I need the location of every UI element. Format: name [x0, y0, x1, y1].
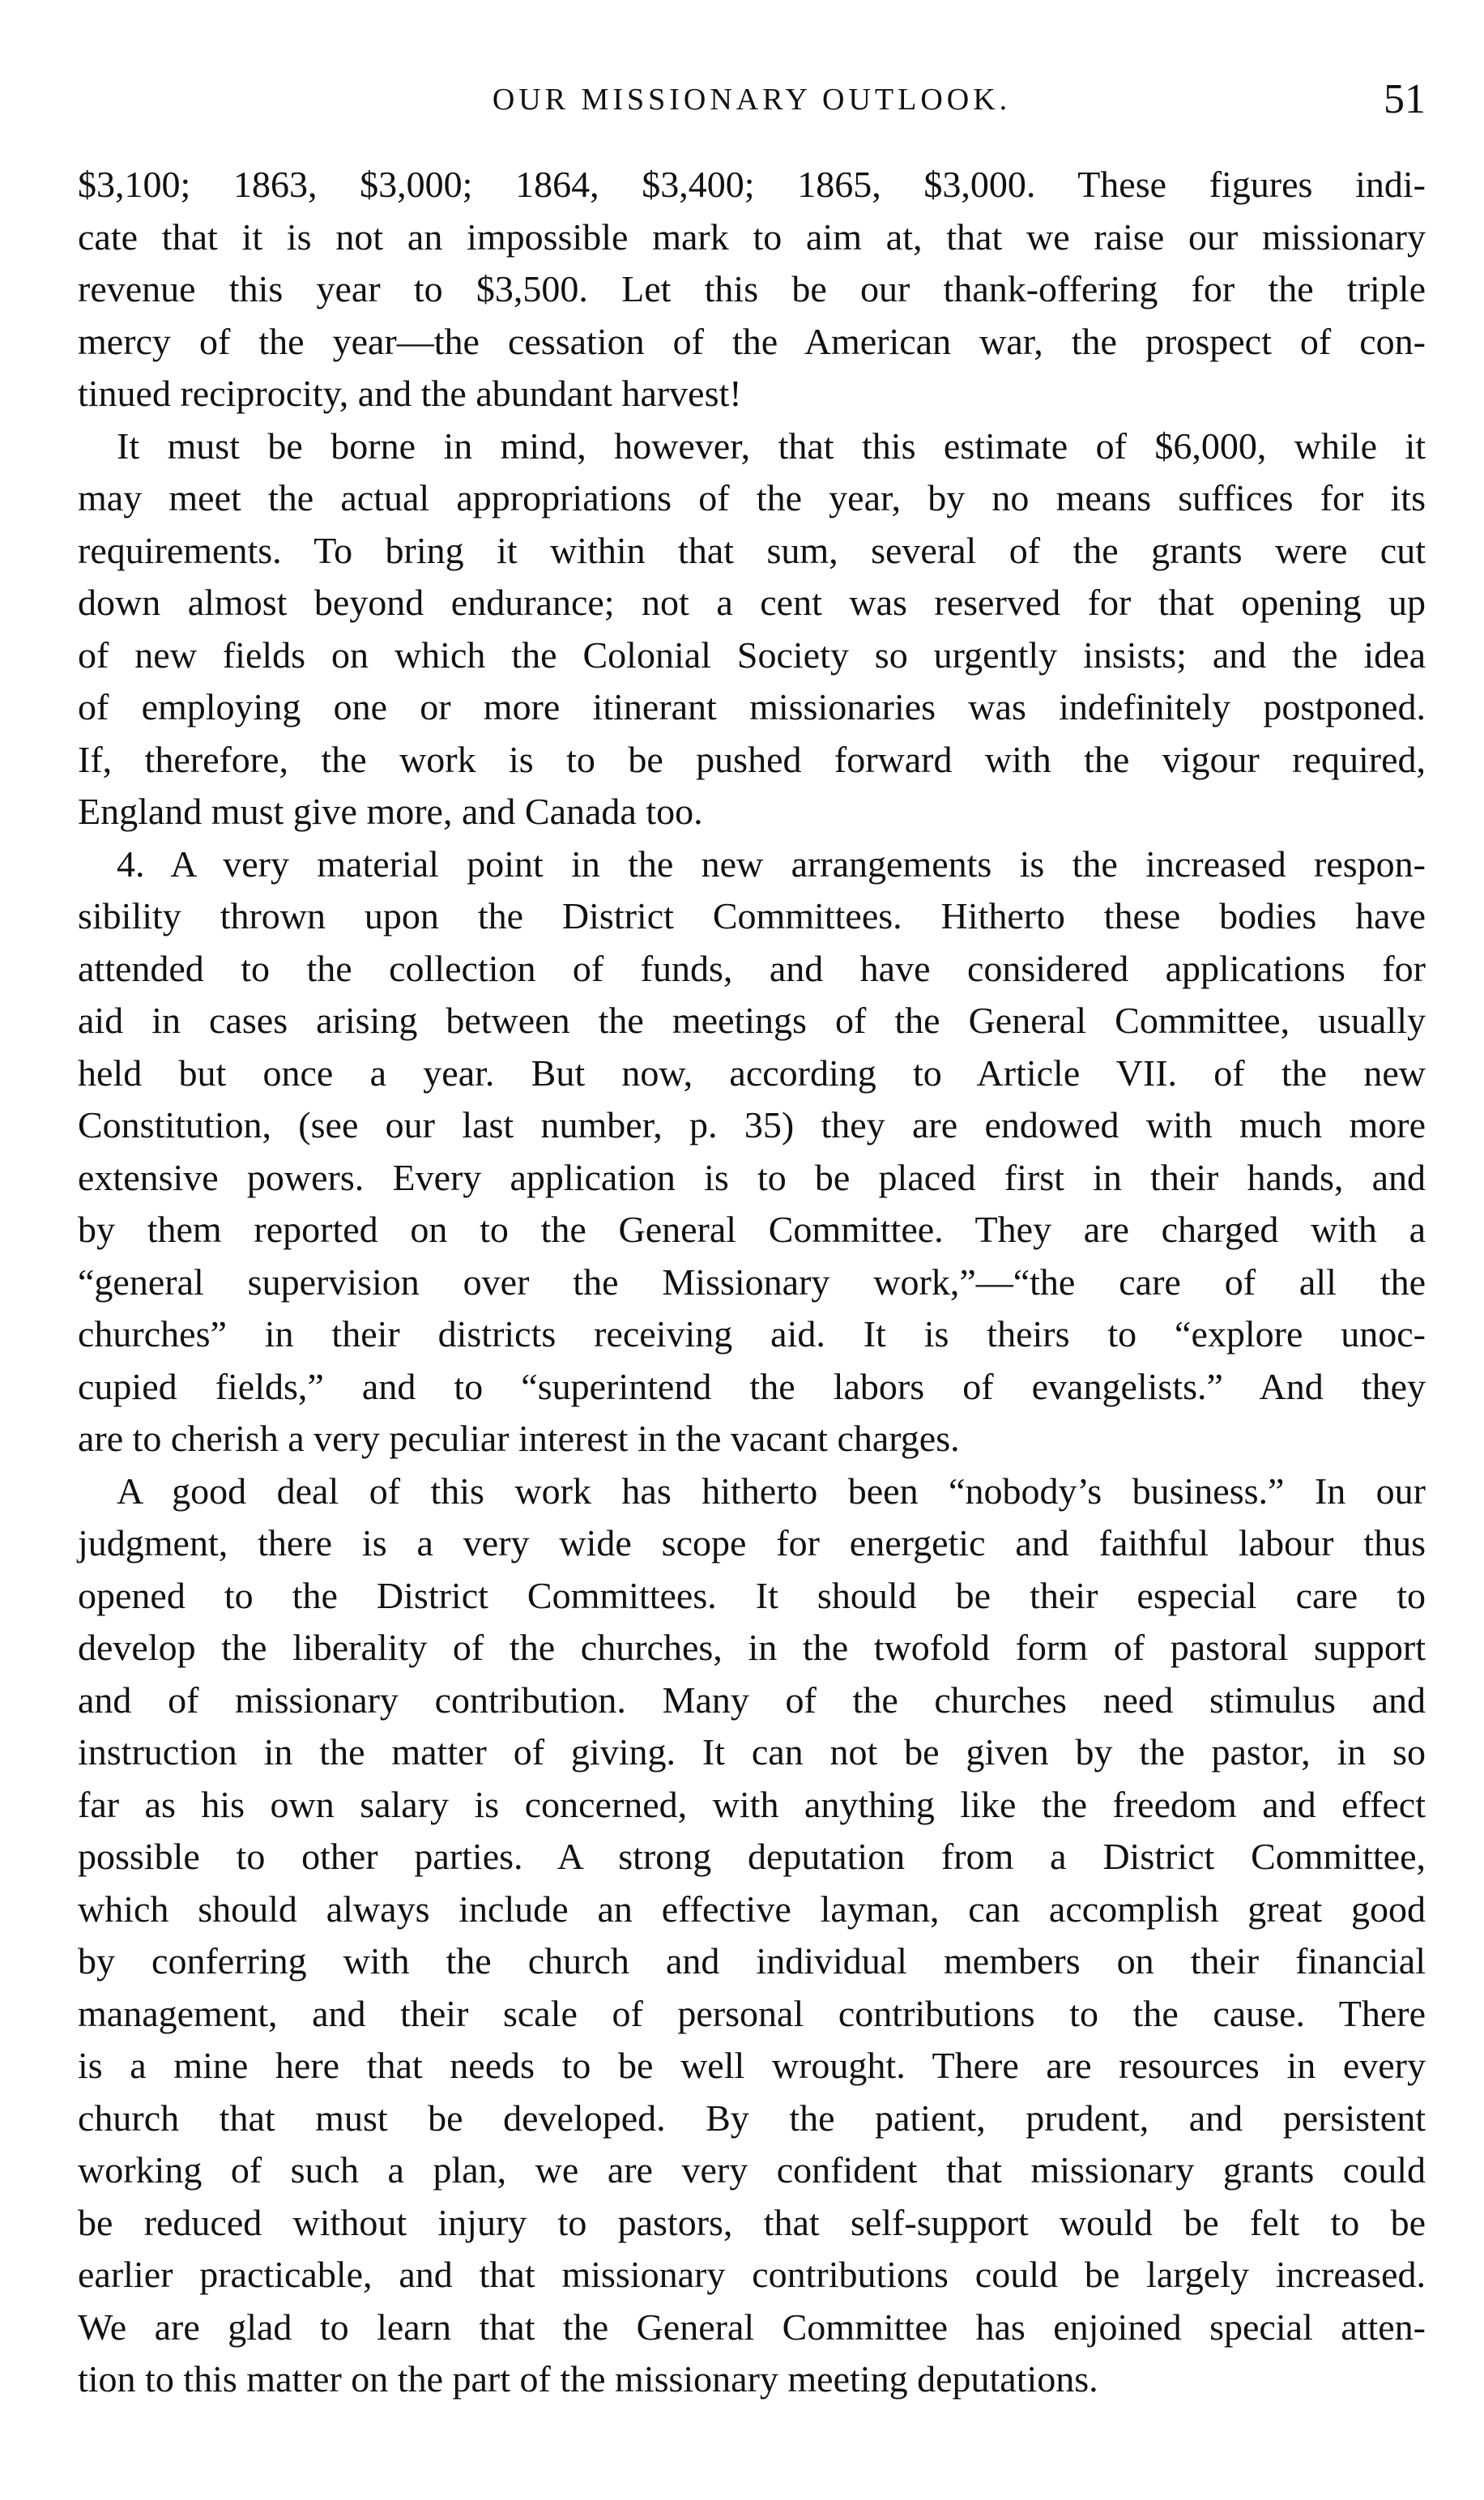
- text-line: Constitution, (see our last number, p. 35) they are endowed with much more: [78, 1104, 1426, 1145]
- text-line: cupied fields,” and to “superintend the labors of evangelists.” And they: [78, 1365, 1426, 1407]
- text-line: held but once a year. But now, according to Article VII. of the new: [78, 1052, 1426, 1094]
- text-line: by them reported on to the General Committee. They are charged with a: [78, 1209, 1426, 1250]
- text-line: 4. A very material point in the new arrangements is the increased respon-: [117, 843, 1426, 885]
- text-line: may meet the actual appropriations of the year, by no means suffices for its: [78, 477, 1426, 518]
- text-line: mercy of the year—the cessation of the American war, the prospect of con-: [78, 320, 1426, 362]
- paragraph: [78, 420, 1426, 838]
- text-line: develop the liberality of the churches, in the twofold form of pastoral support: [78, 1627, 1426, 1668]
- text-line: tion to this matter on the part of the missionary meeting deputations.: [78, 2358, 1098, 2400]
- paragraph: [78, 838, 1426, 1465]
- book-page: [78, 0, 1426, 2500]
- paragraph: [78, 1465, 1426, 2406]
- text-line: requirements. To bring it within that sum, several of the grants were cut: [78, 529, 1426, 571]
- text-line: It must be borne in mind, however, that this estimate of $6,000, while it: [117, 424, 1426, 467]
- text-line: of new fields on which the Colonial Society so urgently insists; and the idea: [78, 634, 1426, 676]
- text-line: down almost beyond endurance; not a cent was reserved for that opening up: [78, 582, 1426, 623]
- text-line: sibility thrown upon the District Committees. Hitherto these bodies have: [78, 895, 1426, 936]
- text-line: revenue this year to $3,500. Let this be our thank-offering for the triple: [78, 268, 1426, 309]
- text-line: of employing one or more itinerant missionaries was indefinitely postponed.: [78, 686, 1426, 727]
- text-line: extensive powers. Every application is to be placed first in their hands, and: [78, 1156, 1426, 1198]
- text-line: opened to the District Committees. It should be their especial care to: [78, 1574, 1426, 1616]
- text-line: tinued reciprocity, and the abundant harvest!: [78, 373, 742, 414]
- paragraph: [78, 159, 1426, 420]
- text-line: working of such a plan, we are very confident that missionary grants could: [78, 2149, 1426, 2191]
- running-title: OUR MISSIONARY OUTLOOK.: [492, 83, 1012, 117]
- text-line: A good deal of this work has hitherto been “nobody’s business.” In our: [117, 1470, 1426, 1512]
- page-number: 51: [1384, 76, 1426, 122]
- body-text: [78, 159, 1426, 2406]
- text-line: instruction in the matter of giving. It can not be given by the pastor, in so: [78, 1731, 1426, 1773]
- text-line: attended to the collection of funds, and have considered applications for: [78, 947, 1426, 989]
- text-line: England must give more, and Canada too.: [78, 791, 703, 832]
- text-line: possible to other parties. A strong deputation from a District Committee,: [78, 1836, 1426, 1877]
- text-line: judgment, there is a very wide scope for energetic and faithful labour thus: [78, 1522, 1426, 1564]
- text-line: churches” in their districts receiving aid. It is theirs to “explore unoc-: [78, 1313, 1426, 1355]
- text-line: “general supervision over the Missionary work,”—“the care of all the: [78, 1261, 1426, 1303]
- text-line: by conferring with the church and individual members on their financial: [78, 1940, 1426, 1982]
- text-line: $3,100; 1863, $3,000; 1864, $3,400; 1865, $3,000. These figures indi-: [78, 164, 1426, 205]
- text-line: church that must be developed. By the patient, prudent, and persistent: [78, 2097, 1426, 2139]
- text-line: far as his own salary is concerned, with anything like the freedom and effect: [78, 1783, 1426, 1825]
- text-line: which should always include an effective layman, can accomplish great good: [78, 1888, 1426, 1930]
- text-line: aid in cases arising between the meetings of the General Committee, usually: [78, 1000, 1426, 1041]
- text-line: If, therefore, the work is to be pushed forward with the vigour required,: [78, 738, 1426, 780]
- text-line: are to cherish a very peculiar interest in the vacant charges.: [78, 1418, 960, 1459]
- text-line: management, and their scale of personal contributions to the cause. There: [78, 1992, 1426, 2034]
- text-line: cate that it is not an impossible mark to aim at, that we raise our missionary: [78, 215, 1426, 258]
- text-line: be reduced without injury to pastors, that self-support would be felt to be: [78, 2201, 1426, 2243]
- text-line: We are glad to learn that the General Committee has enjoined special atten-: [78, 2306, 1426, 2348]
- text-line: is a mine here that needs to be well wrought. There are resources in every: [78, 2045, 1426, 2086]
- text-line: earlier practicable, and that missionary contributions could be largely increased.: [78, 2254, 1426, 2295]
- text-line: and of missionary contribution. Many of the churches need stimulus and: [78, 1679, 1426, 1721]
- running-head: [78, 71, 1426, 128]
